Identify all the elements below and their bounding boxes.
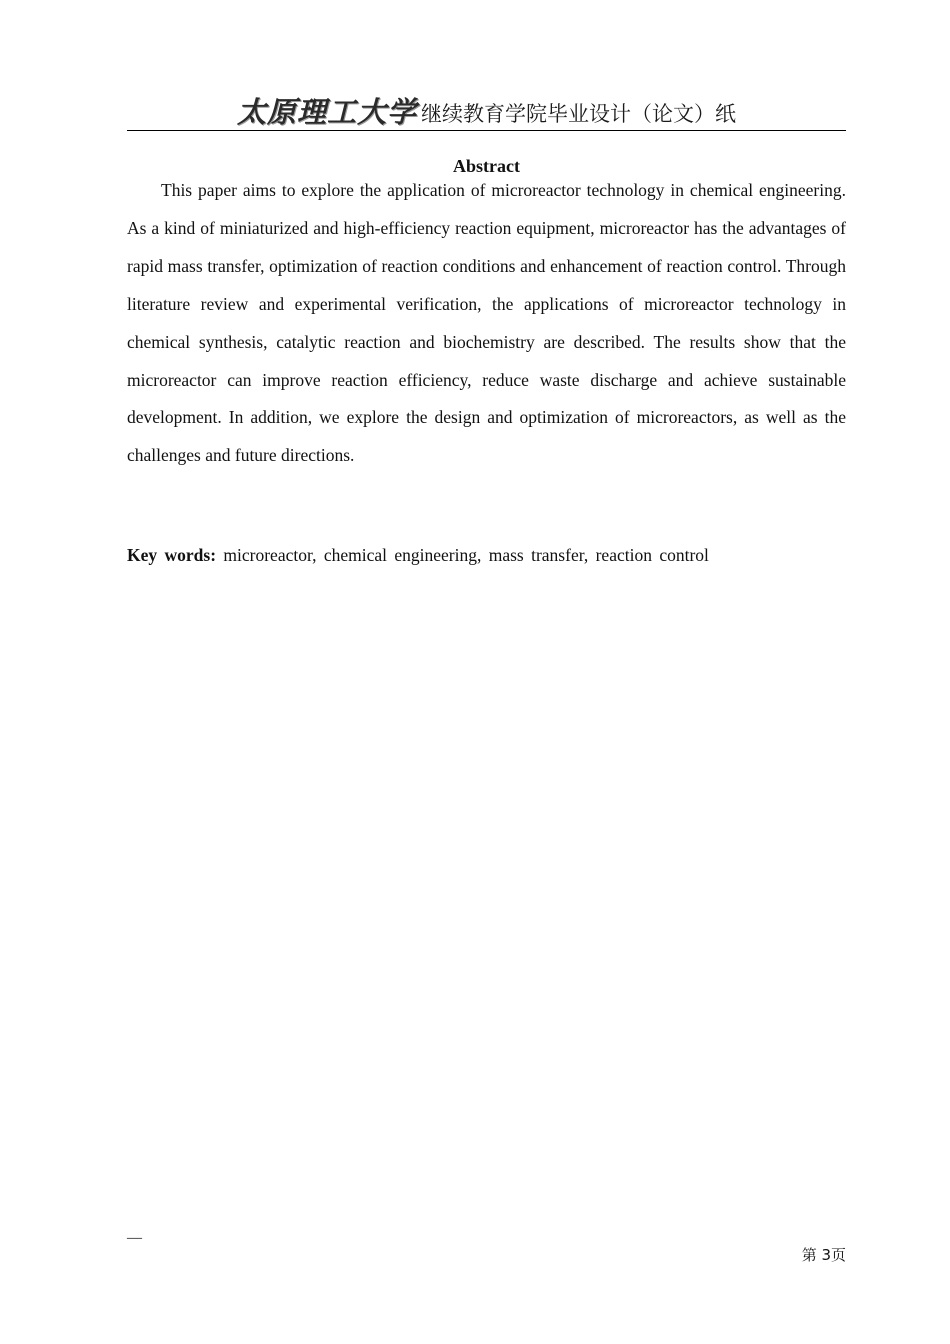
page-header xyxy=(127,92,846,131)
abstract-body: This paper aims to explore the application of microreactor technology in chemical engineering. As a kind of miniaturized and high-efficiency reaction equipment, microreactor has the advantages of rapid mass transfer, optimization of reaction conditions and enhancement of reaction control. Through literature review and experimental verification, the applications of microreactor technology in chemical synthesis, catalytic reaction and biochemistry are described. The results show that the microreactor can improve reaction efficiency, reduce waste discharge and achieve sustainable development. In addition, we explore the design and optimization of microreactors, as well as the challenges and future directions. xyxy=(127,180,846,466)
keywords-text: microreactor, chemical engineering, mass transfer, reaction control xyxy=(223,545,709,565)
keywords-line xyxy=(127,541,846,569)
header-content xyxy=(237,95,736,130)
keywords-label: Key words: xyxy=(127,545,217,565)
page-number: 第 3页 xyxy=(801,1246,846,1264)
footer-mark: — xyxy=(127,1230,142,1246)
header-subtitle: 继续教育学院毕业设计（论文）纸 xyxy=(421,102,736,126)
abstract-title: Abstract xyxy=(453,156,520,176)
university-logo: 太原理工大学 xyxy=(236,95,417,129)
